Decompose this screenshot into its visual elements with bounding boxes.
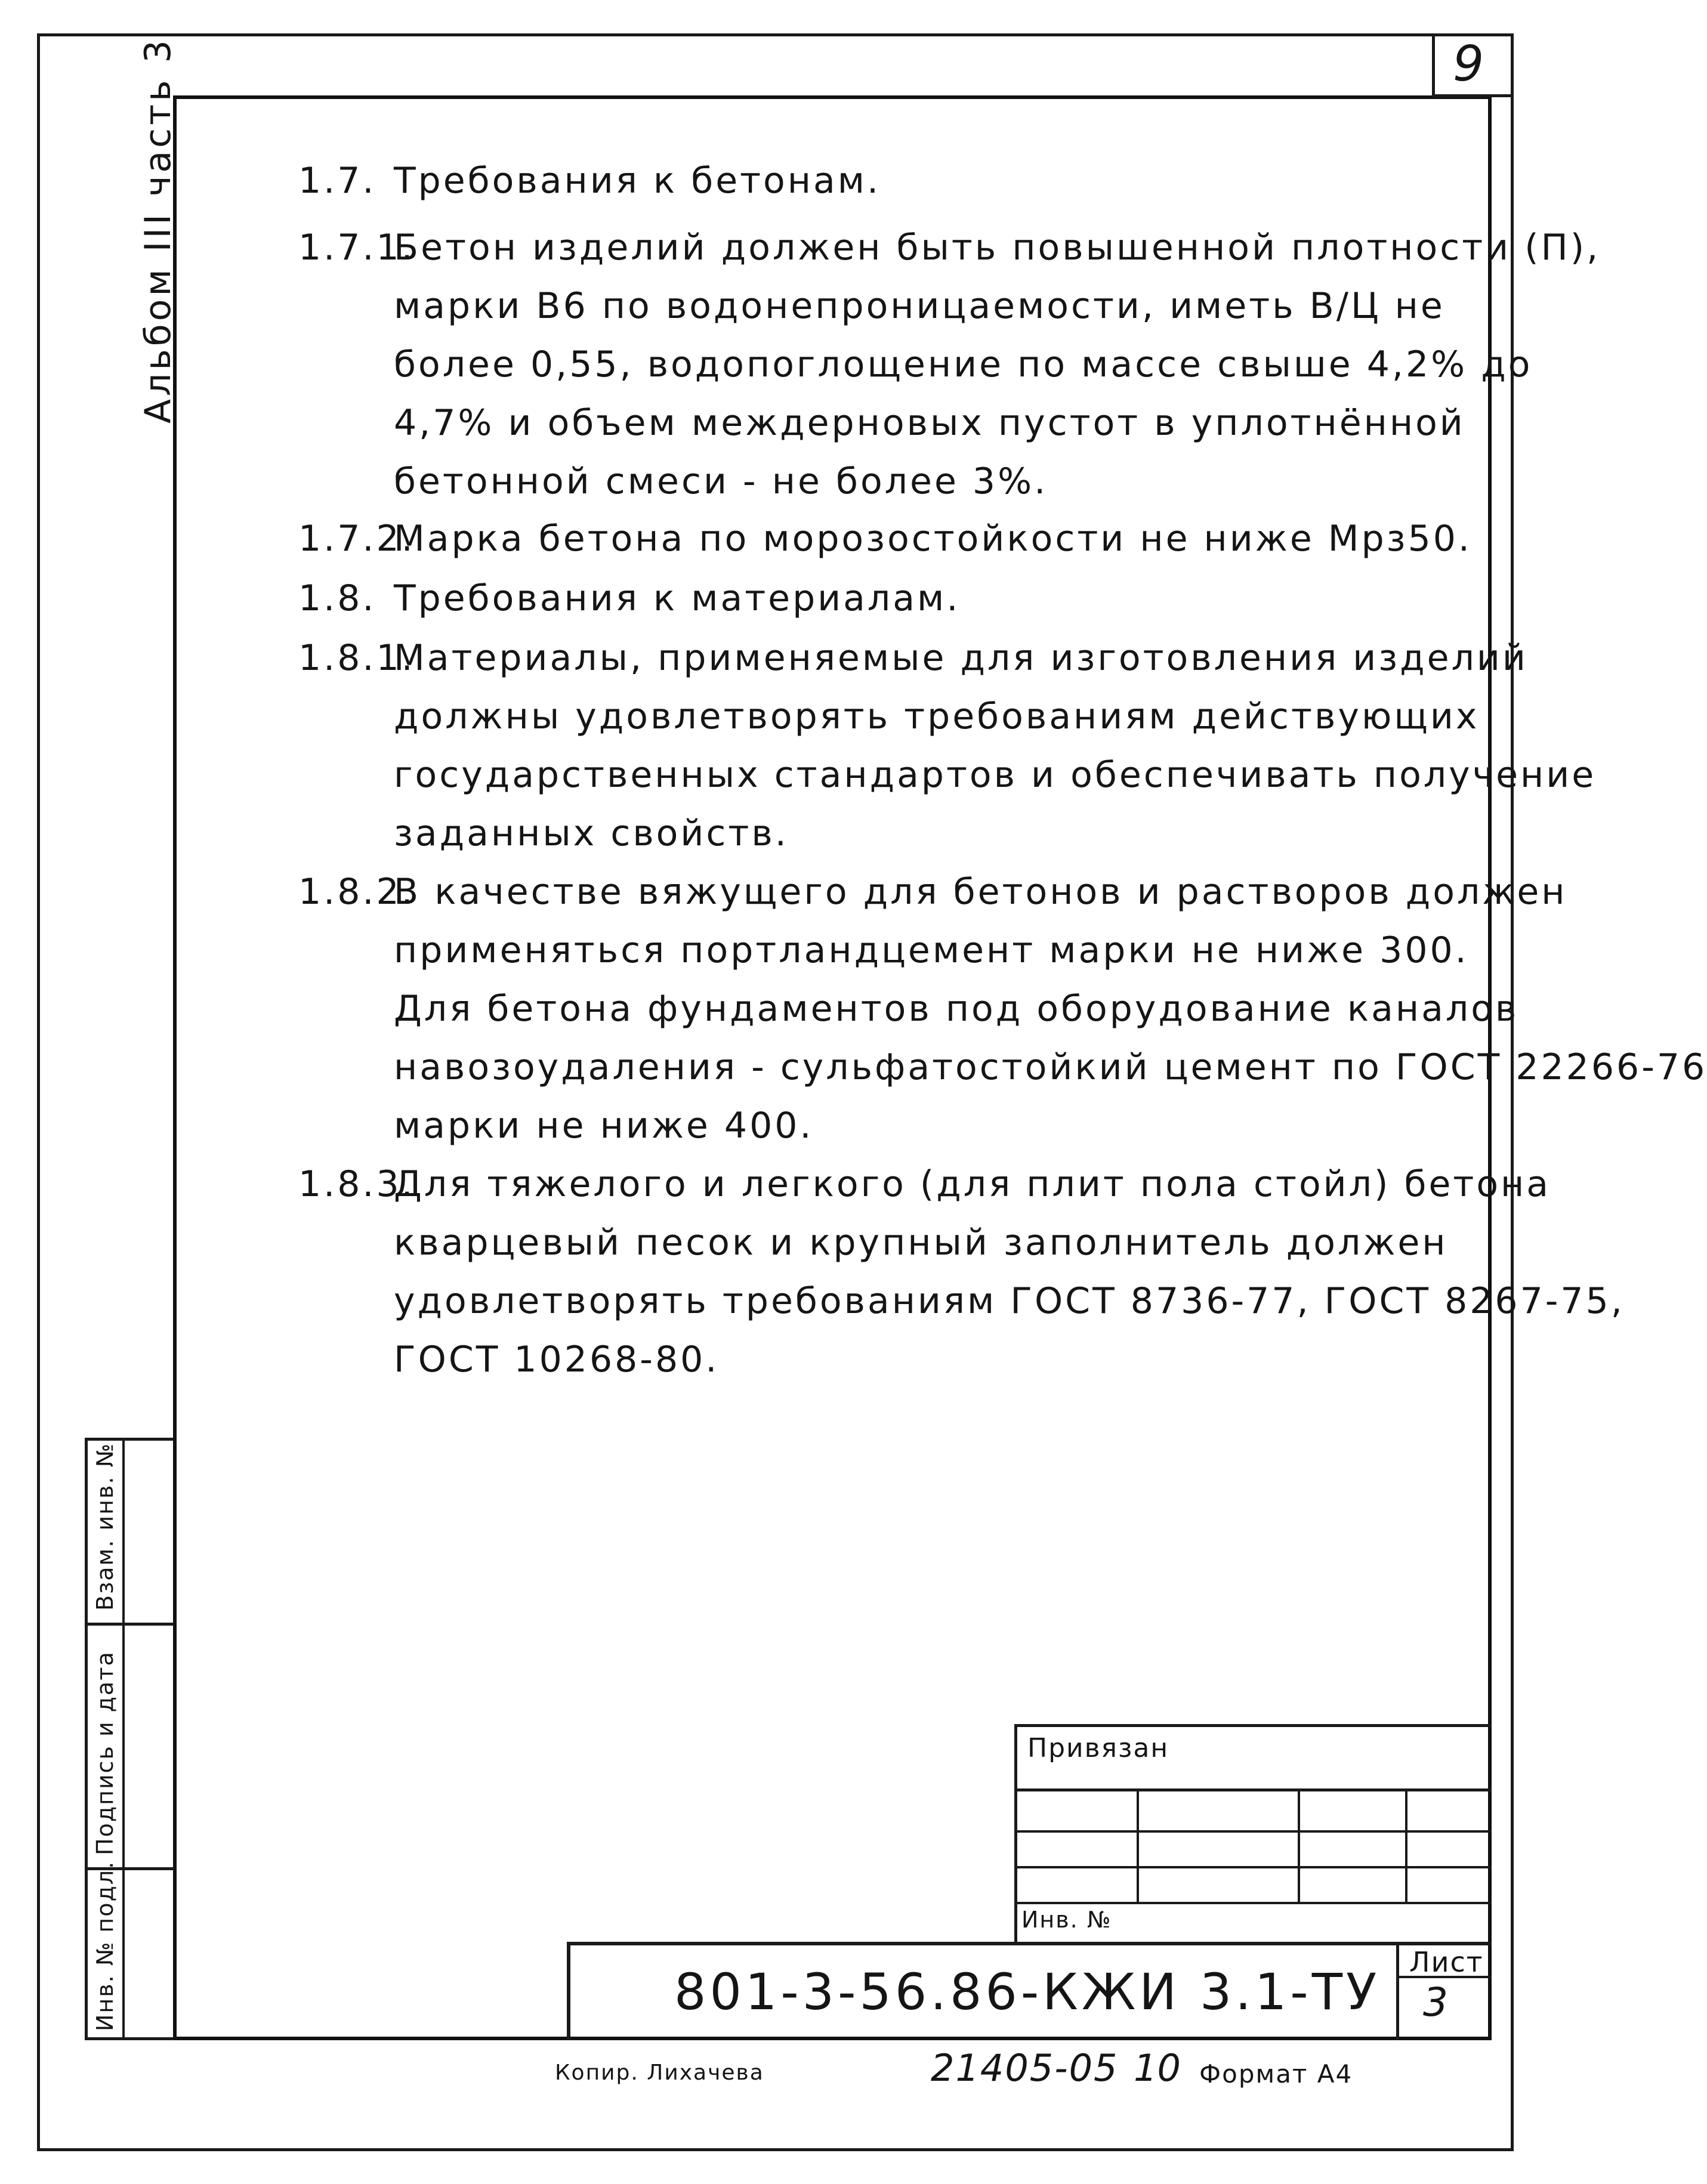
section-line: ГОСТ 10268-80. bbox=[394, 1339, 720, 1380]
page-box-divider bbox=[1432, 94, 1514, 97]
section-line: Для бетона фундаментов под оборудование каналов bbox=[394, 988, 1519, 1030]
sheet-count: 10 bbox=[1134, 2046, 1181, 2090]
list-number: 3 bbox=[1423, 1979, 1448, 2025]
section-line: В качестве вяжущего для бетонов и растворов должен bbox=[394, 871, 1567, 913]
podpis-data-label: Подпись и дата bbox=[92, 1651, 118, 1855]
format-label: Формат А4 bbox=[1199, 2059, 1353, 2089]
section-line: Материалы, применяемые для изготовления изделий bbox=[394, 637, 1528, 679]
order-number: 21405-05 bbox=[931, 2046, 1119, 2090]
privyazan-label: Привязан bbox=[1027, 1733, 1169, 1763]
section-line: марки В6 по водонепроницаемости, иметь В/Ц не bbox=[394, 285, 1445, 327]
section-line: навозоудаления - сульфатостойкий цемент по ГОСТ 22266-76 bbox=[394, 1046, 1707, 1088]
section-line: бетонной смеси - не более 3%. bbox=[394, 461, 1048, 502]
section-line: удовлетворять требованиям ГОСТ 8736-77, ГОСТ 8267-75, bbox=[394, 1280, 1625, 1322]
section-line: Бетон изделий должен быть повышенной плотности (П), bbox=[394, 227, 1601, 268]
page-number-box bbox=[1432, 33, 1514, 96]
section-number: 1.8.2. bbox=[298, 871, 415, 913]
vzam-inv-label: Взам. инв. № bbox=[92, 1442, 118, 1611]
section-number: 1.8.3. bbox=[298, 1163, 415, 1205]
document-code: 801-3-56.86-КЖИ 3.1-ТУ bbox=[674, 1963, 1381, 2021]
section-line: применяться портландцемент марки не ниже 300. bbox=[394, 929, 1469, 971]
section-number: 1.8. bbox=[298, 577, 376, 619]
section-number: 1.7.2. bbox=[298, 518, 415, 560]
section-line: Требования к бетонам. bbox=[394, 160, 881, 202]
section-line: Для тяжелого и легкого (для плит пола стойл) бетона bbox=[394, 1163, 1551, 1205]
copied-by: Копир. Лихачева bbox=[555, 2061, 764, 2085]
section-line: Требования к материалам. bbox=[394, 577, 961, 619]
section-line: Марка бетона по морозостойкости не ниже Мрз50. bbox=[394, 518, 1472, 560]
inv-no-label: Инв. № bbox=[1021, 1907, 1112, 1933]
section-line: заданных свойств. bbox=[394, 813, 789, 854]
section-line: более 0,55, водопоглощение по массе свыше 4,2% до bbox=[394, 344, 1533, 385]
section-line: государственных стандартов и обеспечивать получение bbox=[394, 754, 1597, 796]
section-line: марки не ниже 400. bbox=[394, 1105, 814, 1147]
album-label: Альбом III часть 3 bbox=[137, 37, 179, 424]
inv-podl-label: Инв. № подл. bbox=[92, 1860, 118, 2031]
section-number: 1.7.1. bbox=[298, 227, 415, 268]
section-line: 4,7% и объем междерновых пустот в уплотнённой bbox=[394, 402, 1465, 444]
section-line: должны удовлетворять требованиям действующих bbox=[394, 696, 1480, 737]
page-number: 9 bbox=[1453, 36, 1484, 92]
section-number: 1.7. bbox=[298, 160, 376, 202]
section-line: кварцевый песок и крупный заполнитель должен bbox=[394, 1222, 1448, 1264]
section-number: 1.8.1. bbox=[298, 637, 415, 679]
list-label: Лист bbox=[1409, 1946, 1484, 1978]
